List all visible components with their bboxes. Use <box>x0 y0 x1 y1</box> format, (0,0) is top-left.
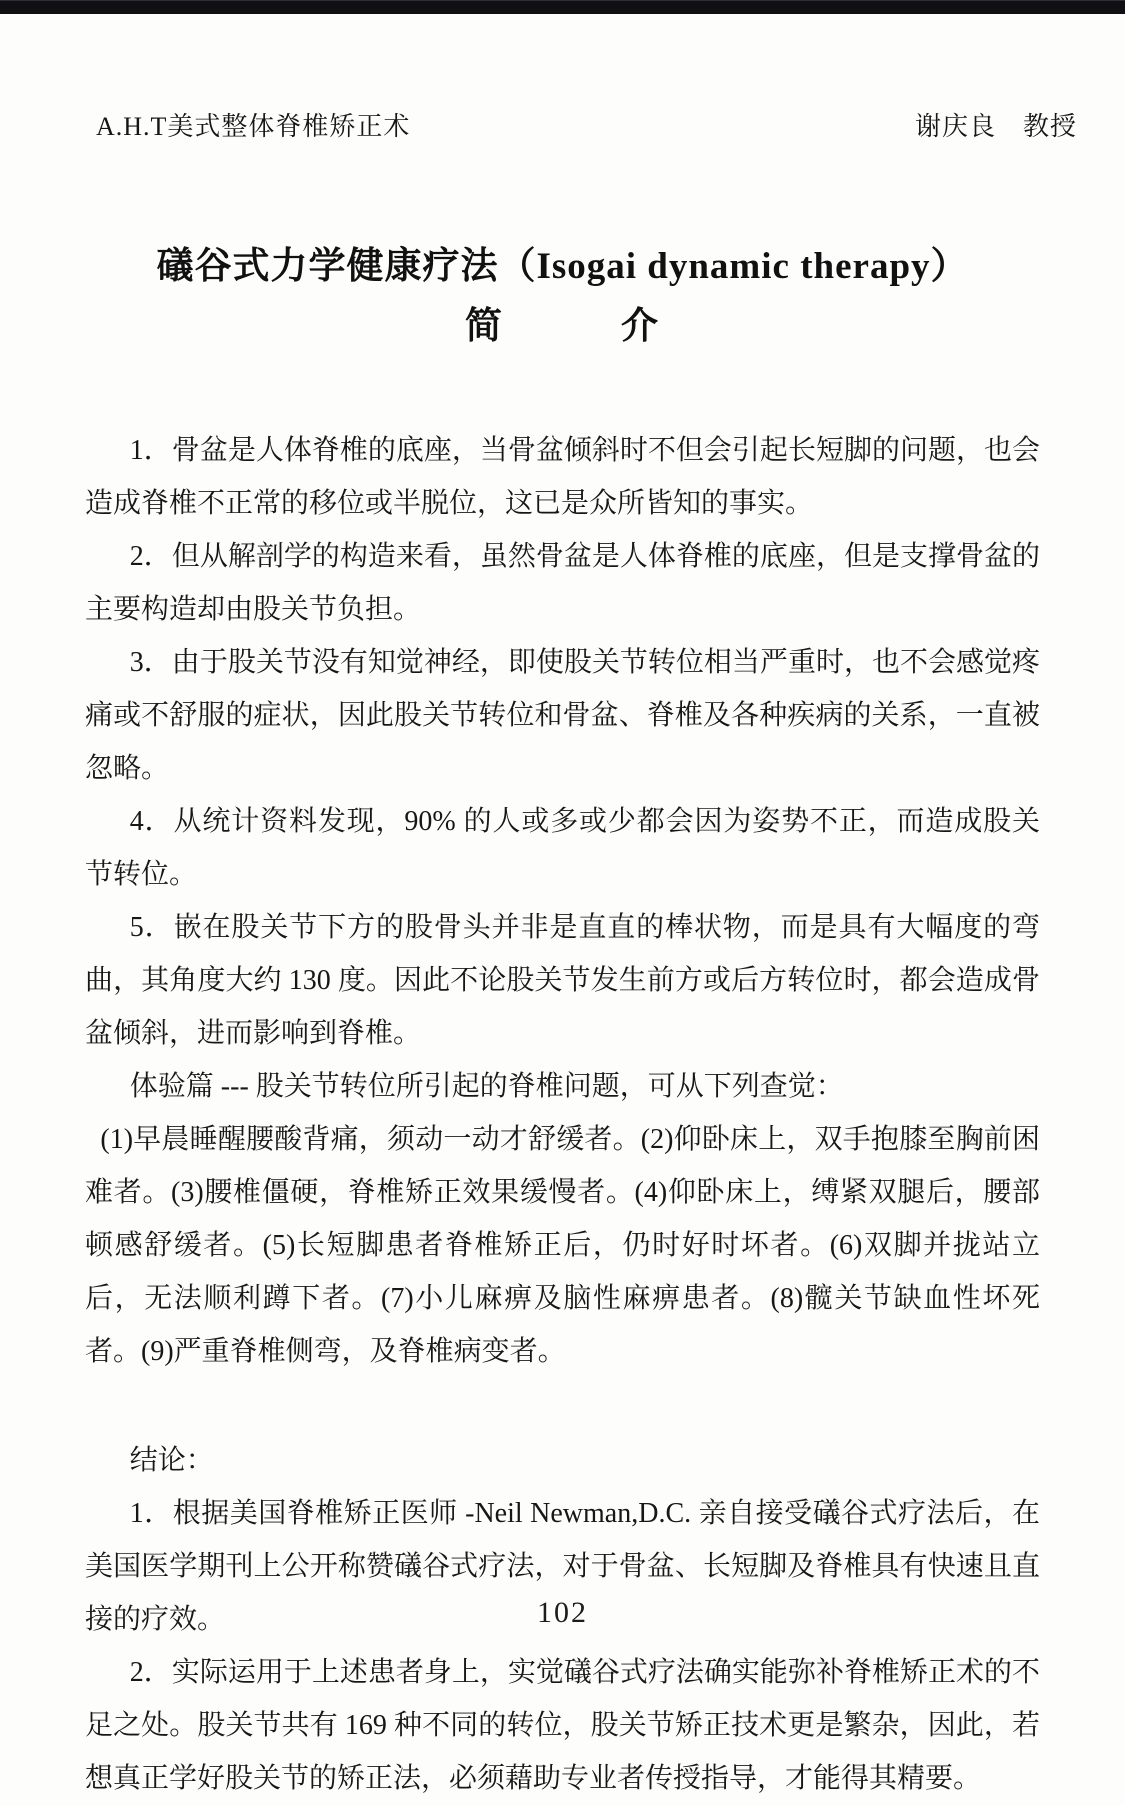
document-title-block <box>85 238 1040 358</box>
conclusion-paragraph-1: 1．根据美国脊椎矫正医师 -Neil Newman,D.C. 亲自接受礒谷式疗法后，在美国医学期刊上公开称赞礒谷式疗法，对于骨盆、长短脚及脊椎具有快速且直接的疗效。 <box>85 1498 1040 1635</box>
paragraph-experience-intro: 体验篇 --- 股关节转位所引起的脊椎问题，可从下列查觉： <box>129 1071 844 1102</box>
page-header <box>96 106 1077 143</box>
conclusion-heading: 结论： <box>129 1445 214 1476</box>
paragraph-1: 1．骨盆是人体脊椎的底座，当骨盆倾斜时不但会引起长短脚的问题，也会造成脊椎不正常的移位或半脱位，这已是众所皆知的事实。 <box>85 435 1040 519</box>
conclusion-paragraph-2: 2．实际运用于上述患者身上，实觉礒谷式疗法确实能弥补脊椎矫正术的不足之处。股关节共有 169 种不同的转位，股关节矫正技术更是繁杂，因此，若想真正学好股关节的矫正法，必须藉助专业者传授指导，才能得其精要。 <box>85 1657 1040 1794</box>
paragraph-2: 2．但从解剖学的构造来看，虽然骨盆是人体脊椎的底座，但是支撑骨盆的主要构造却由股关节负担。 <box>85 541 1040 625</box>
header-course-title: A.H.T美式整体脊椎矫正术 <box>96 112 411 141</box>
document-title: 礒谷式力学健康疗法（Isogai dynamic therapy） <box>156 246 969 287</box>
paragraph-3: 3．由于股关节没有知觉神经，即使股关节转位相当严重时，也不会感觉疼痛或不舒服的症状，因此股关节转位和骨盆、脊椎及各种疾病的关系，一直被忽略。 <box>85 647 1040 784</box>
document-subtitle: 简 介 <box>465 306 660 347</box>
scan-edge-bar <box>0 0 1125 14</box>
paragraph-5: 5．嵌在股关节下方的股骨头并非是直直的棒状物，而是具有大幅度的弯曲，其角度大约 130 度。因此不论股关节发生前方或后方转位时，都会造成骨盆倾斜，进而影响到脊椎。 <box>85 912 1040 1049</box>
paragraph-symptom-list: (1)早晨睡醒腰酸背痛，须动一动才舒缓者。(2)仰卧床上，双手抱膝至胸前困难者。(3)腰椎僵硬，脊椎矫正效果缓慢者。(4)仰卧床上，缚紧双腿后，腰部顿感舒缓者。(5)长短脚患者脊椎矫正后，仍时好时坏者。(6)双脚并拢站立后，无法顺利蹲下者。(7)小儿麻痹及脑性麻痹患者。(8)髋关节缺血性坏死者。(9)严重脊椎侧弯，及脊椎病变者。 <box>85 1124 1040 1367</box>
paragraph-4: 4．从统计资料发现，90% 的人或多或少都会因为姿势不正，而造成股关节转位。 <box>85 806 1040 890</box>
page-number: 102 <box>537 1596 588 1629</box>
header-author-name: 谢庆良 教授 <box>914 112 1077 141</box>
